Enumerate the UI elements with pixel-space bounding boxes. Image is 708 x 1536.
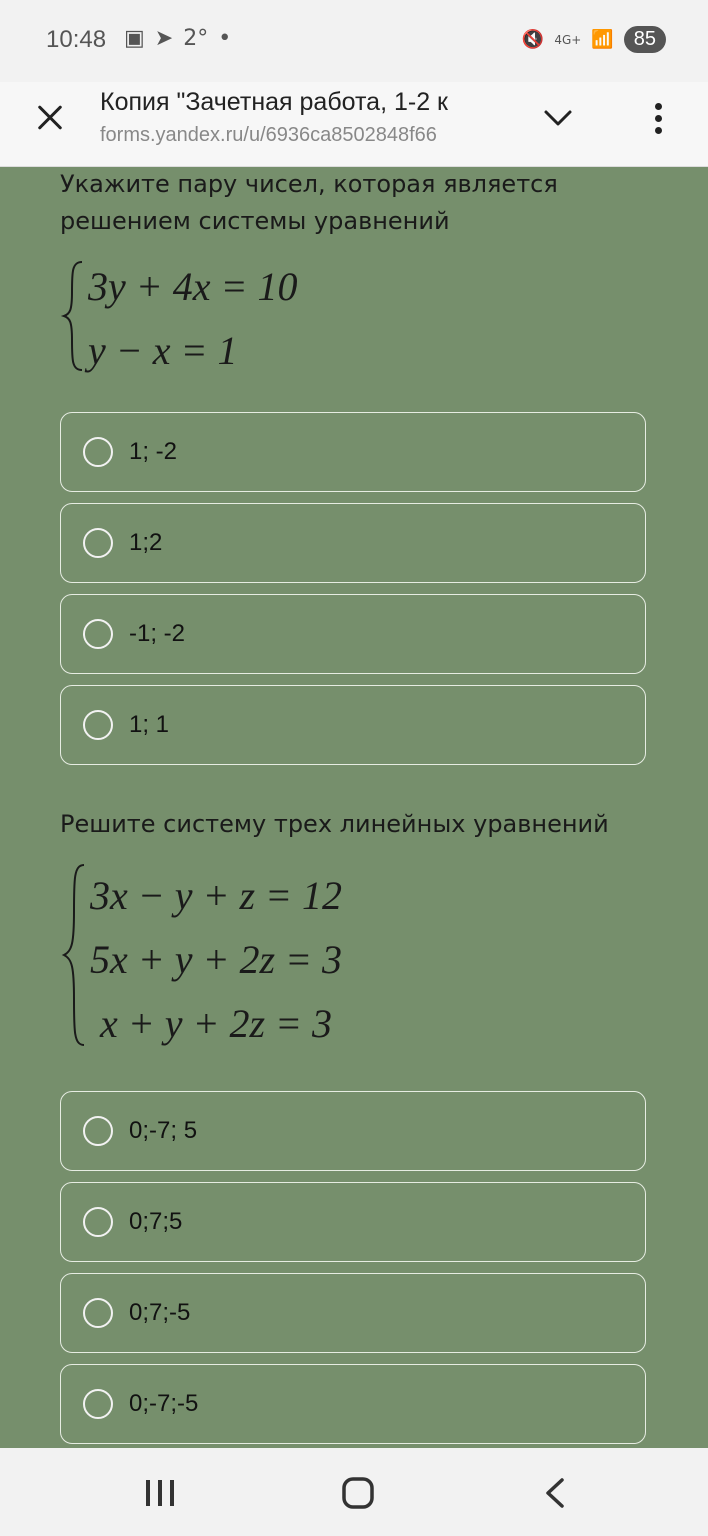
recent-apps-icon[interactable] [140,1476,180,1510]
option-label: 1; 1 [129,711,170,738]
q1-option-4[interactable] [60,685,646,765]
question-1 [60,166,660,392]
radio-button[interactable] [83,1207,113,1237]
screenshot-icon: ▣ [124,26,145,51]
option-label: 0;7;-5 [129,1299,191,1326]
q2-option-1[interactable] [60,1091,646,1171]
radio-button[interactable] [83,619,113,649]
home-icon[interactable] [338,1476,378,1510]
q2-option-3[interactable] [60,1273,646,1353]
mute-icon: 🔇 [521,29,545,50]
q1-option-2[interactable] [60,503,646,583]
q2-option-2[interactable] [60,1182,646,1262]
back-icon[interactable] [536,1476,576,1510]
option-label: 1; -2 [129,438,178,465]
chevron-down-icon[interactable] [540,100,580,140]
eq1-q1: 3y + 4x = 10 [88,264,298,309]
status-time: 10:48 [46,26,107,53]
radio-button[interactable] [83,528,113,558]
radio-button[interactable] [83,1116,113,1146]
temperature: 2° [183,26,209,51]
network-label: 4G+ [554,32,582,47]
option-label: 0;7;5 [129,1208,183,1235]
radio-button[interactable] [83,437,113,467]
option-label: -1; -2 [129,620,186,647]
battery-badge: 85 [624,26,666,53]
eq2-q2: 5x + y + 2z = 3 [90,937,343,982]
eq3-q2: x + y + 2z = 3 [100,1001,333,1046]
equation-system-2 [60,855,660,1065]
radio-button[interactable] [83,1389,113,1419]
close-icon[interactable] [30,98,70,138]
option-label: 0;-7; 5 [129,1117,198,1144]
equation-system-1 [60,252,660,392]
page-title: Копия "Зачетная работа, 1-2 к [100,88,448,116]
q1-option-1[interactable] [60,412,646,492]
question-2 [60,806,660,1065]
option-label: 0;-7;-5 [129,1390,199,1417]
eq2-q1: y − x = 1 [88,328,238,373]
page-url[interactable]: forms.yandex.ru/u/6936ca8502848f66 [100,124,437,146]
q1-option-3[interactable] [60,594,646,674]
radio-button[interactable] [83,1298,113,1328]
dot-icon: • [218,26,232,51]
more-menu-icon[interactable] [642,94,674,142]
status-bar [0,0,708,82]
q2-option-4[interactable] [60,1364,646,1444]
browser-header [0,82,708,167]
option-label: 1;2 [129,529,163,556]
navigation-bar [0,1448,708,1536]
telegram-icon: ➤ [154,26,174,51]
radio-button[interactable] [83,710,113,740]
signal-icon: 📶 [591,29,614,50]
question-2-text: Решите систему трех линейных уравнений [60,810,609,838]
eq1-q2: 3x − y + z = 12 [90,873,343,918]
question-1-text: Укажите пару чисел, которая является решением системы уравнений [60,170,558,235]
